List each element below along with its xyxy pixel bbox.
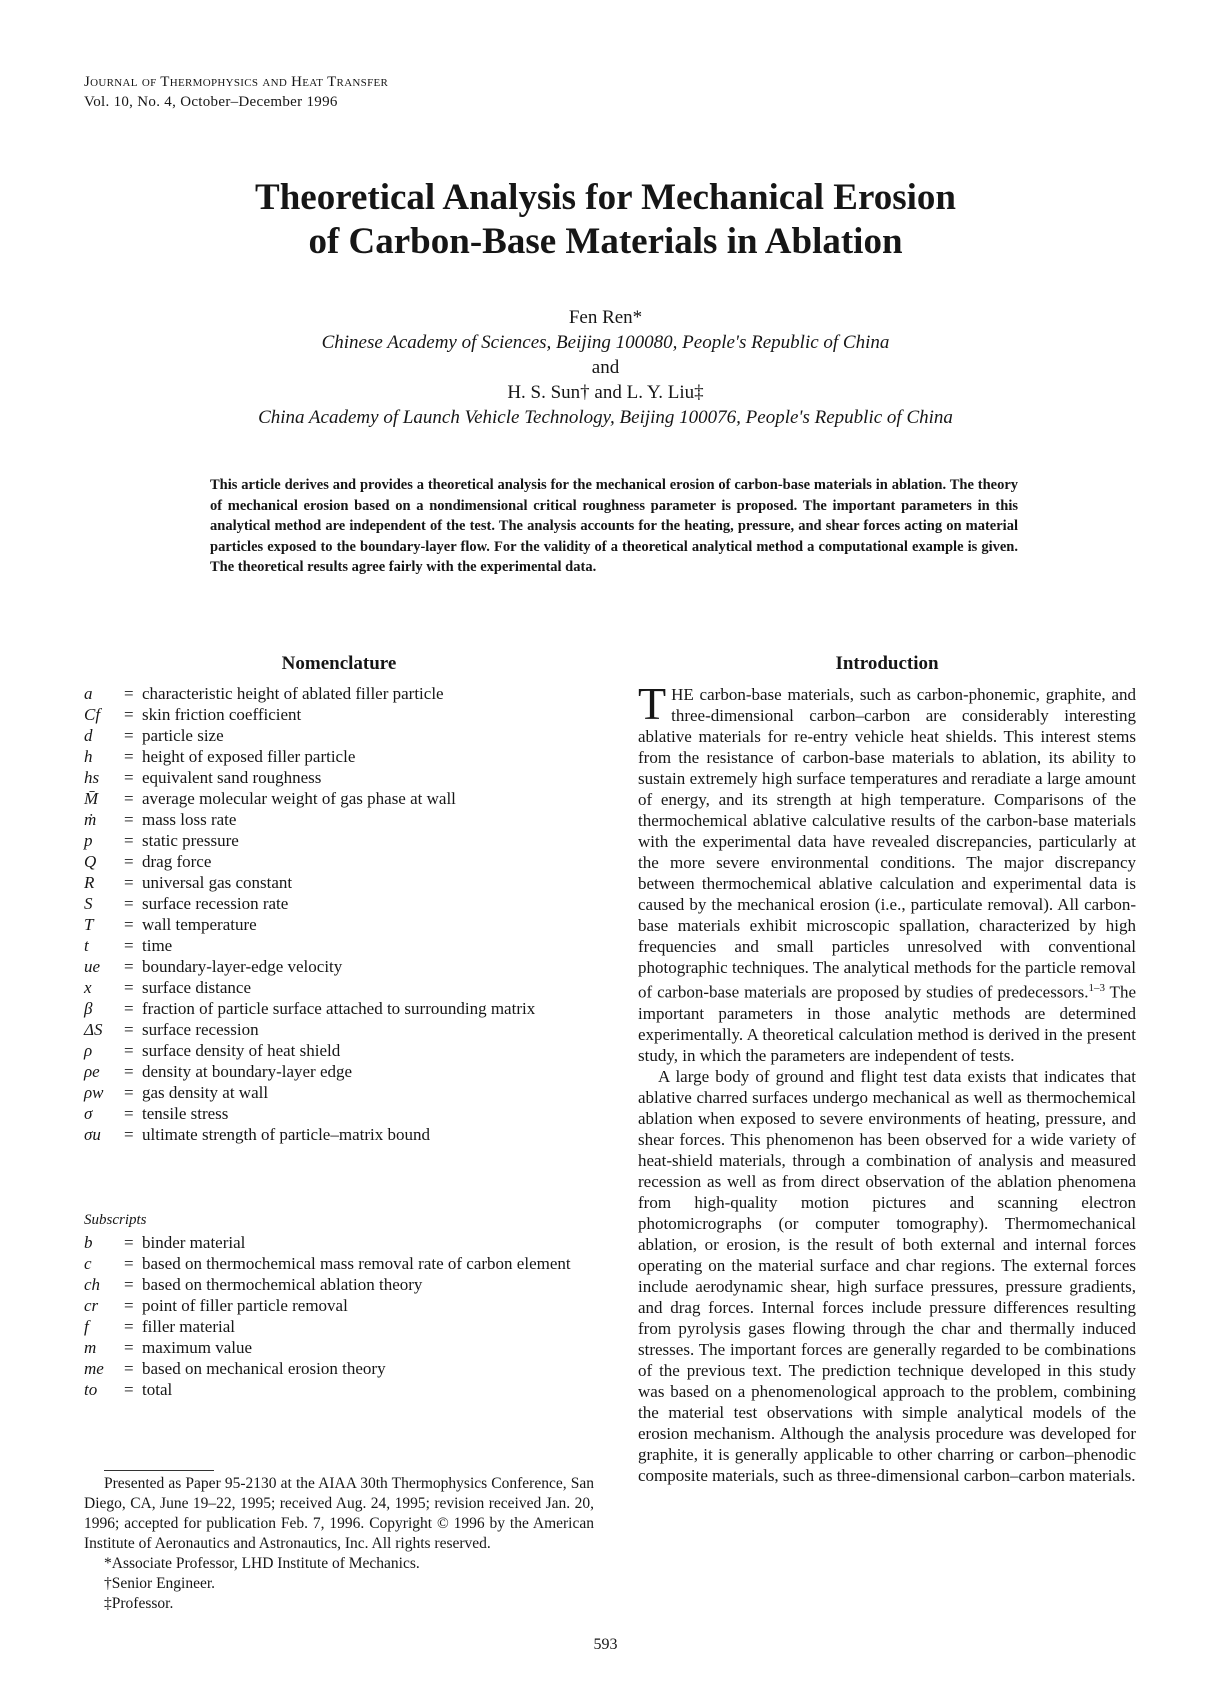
footnote-author-2: †Senior Engineer. <box>104 1575 216 1592</box>
nomenclature-row <box>84 767 594 788</box>
nomenclature-definition: surface recession <box>142 1020 259 1039</box>
subscript-definition: based on thermochemical mass removal rate of carbon element <box>142 1254 571 1273</box>
nomenclature-row <box>84 1103 594 1124</box>
nomenclature-equals: = <box>124 768 134 787</box>
nomenclature-symbol: ρe <box>84 1062 100 1081</box>
subscript-row <box>84 1232 594 1253</box>
nomenclature-equals: = <box>124 1041 134 1060</box>
nomenclature-definition: time <box>142 936 173 955</box>
nomenclature-equals: = <box>124 684 134 703</box>
nomenclature-symbol: σ <box>84 1104 93 1123</box>
nomenclature-row <box>84 851 594 872</box>
nomenclature-row <box>84 1124 594 1145</box>
nomenclature-equals: = <box>124 726 134 745</box>
introduction-body <box>638 678 1136 1486</box>
nomenclature-heading: Nomenclature <box>281 653 397 674</box>
subscript-symbol: f <box>84 1317 89 1336</box>
nomenclature-row <box>84 1019 594 1040</box>
nomenclature-symbol: Cf <box>84 705 101 724</box>
nomenclature-list <box>84 683 594 1145</box>
journal-name: Journal of Thermophysics and Heat Transfer <box>84 74 389 90</box>
nomenclature-row <box>84 1040 594 1061</box>
nomenclature-row <box>84 725 594 746</box>
nomenclature-definition: boundary-layer-edge velocity <box>142 957 343 976</box>
nomenclature-symbol: S <box>84 894 93 913</box>
subscript-row <box>84 1316 594 1337</box>
intro-p1-end: The important parameters in those analytic methods are determined experimentally. A theoretical calculation method is derived in the present study, in which the parameters are independent of tests. <box>638 982 1136 1065</box>
nomenclature-row <box>84 935 594 956</box>
subscript-row <box>84 1358 594 1379</box>
nomenclature-row <box>84 788 594 809</box>
affiliation-1: Chinese Academy of Sciences, Beijing 100080, People's Republic of China <box>321 332 890 353</box>
nomenclature-equals: = <box>124 1020 134 1039</box>
nomenclature-row <box>84 746 594 767</box>
nomenclature-symbol: T <box>84 915 94 934</box>
author-2: H. S. Sun† and L. Y. Liu‡ <box>507 382 704 403</box>
nomenclature-symbol: Q <box>84 852 97 871</box>
subscripts-list <box>84 1232 594 1400</box>
nomenclature-symbol: ρ <box>84 1041 93 1060</box>
nomenclature-definition: drag force <box>142 852 212 871</box>
nomenclature-row <box>84 704 594 725</box>
drop-cap: T <box>638 678 667 729</box>
abstract: This article derives and provides a theoretical analysis for the mechanical erosion of carbon-base materials in ablation. The theory of mechanical erosion based on a nondimensional critical roughness parameter is proposed. The important parameters in this analytical method are independent of the test. The analysis accounts for the heating, pressure, and shear forces acting on material particles exposed to the boundary-layer flow. For the validity of a theoretical analytical method a computational example is given. The theoretical results agree fairly with the experimental data. <box>210 477 1018 575</box>
nomenclature-row <box>84 830 594 851</box>
paper-title <box>0 176 1211 264</box>
subscript-equals: = <box>124 1254 134 1273</box>
subscript-definition: based on mechanical erosion theory <box>142 1359 386 1378</box>
nomenclature-symbol: σu <box>84 1125 101 1144</box>
nomenclature-symbol: hs <box>84 768 100 787</box>
nomenclature-row <box>84 893 594 914</box>
nomenclature-definition: fraction of particle surface attached to surrounding matrix <box>142 999 536 1018</box>
subscript-definition: maximum value <box>142 1338 253 1357</box>
nomenclature-row <box>84 914 594 935</box>
nomenclature-symbol: β <box>84 999 93 1018</box>
introduction-heading: Introduction <box>835 653 939 674</box>
nomenclature-symbol: d <box>84 726 93 745</box>
nomenclature-equals: = <box>124 999 134 1018</box>
subscript-definition: total <box>142 1380 173 1399</box>
nomenclature-row <box>84 998 594 1019</box>
nomenclature-definition: height of exposed filler particle <box>142 747 356 766</box>
footnote-block <box>84 1474 594 1614</box>
subscript-symbol: me <box>84 1359 104 1378</box>
title-line-2: of Carbon-Base Materials in Ablation <box>308 221 903 262</box>
subscript-symbol: b <box>84 1233 93 1252</box>
nomenclature-definition: characteristic height of ablated filler particle <box>142 684 444 703</box>
nomenclature-equals: = <box>124 831 134 850</box>
subscript-symbol: c <box>84 1254 92 1273</box>
nomenclature-equals: = <box>124 1083 134 1102</box>
subscript-equals: = <box>124 1380 134 1399</box>
journal-header <box>84 72 388 112</box>
subscript-row <box>84 1274 594 1295</box>
nomenclature-definition: wall temperature <box>142 915 257 934</box>
nomenclature-definition: static pressure <box>142 831 239 850</box>
nomenclature-equals: = <box>124 1125 134 1144</box>
footnote-author-3: ‡Professor. <box>104 1595 174 1612</box>
nomenclature-definition: particle size <box>142 726 224 745</box>
nomenclature-equals: = <box>124 1104 134 1123</box>
nomenclature-symbol: h <box>84 747 93 766</box>
nomenclature-symbol: ρw <box>84 1083 104 1102</box>
author-conjunction: and <box>591 357 620 378</box>
nomenclature-equals: = <box>124 810 134 829</box>
nomenclature-symbol: t <box>84 936 89 955</box>
nomenclature-definition: surface distance <box>142 978 252 997</box>
nomenclature-row <box>84 809 594 830</box>
nomenclature-definition: tensile stress <box>142 1104 229 1123</box>
nomenclature-row <box>84 956 594 977</box>
nomenclature-definition: density at boundary-layer edge <box>142 1062 353 1081</box>
nomenclature-equals: = <box>124 894 134 913</box>
author-1: Fen Ren* <box>568 307 643 328</box>
nomenclature-symbol: M̄ <box>84 789 99 808</box>
subscript-symbol: ch <box>84 1275 101 1294</box>
footnote-author-1: *Associate Professor, LHD Institute of Mechanics. <box>104 1555 420 1572</box>
author-block <box>0 305 1211 430</box>
citation-ref: 1–3 <box>1088 982 1105 994</box>
nomenclature-definition: skin friction coefficient <box>142 705 302 724</box>
nomenclature-definition: ultimate strength of particle–matrix bound <box>142 1125 430 1144</box>
nomenclature-row <box>84 1082 594 1103</box>
subscript-definition: filler material <box>142 1317 235 1336</box>
nomenclature-symbol: x <box>84 978 92 997</box>
nomenclature-definition: gas density at wall <box>142 1083 269 1102</box>
subscript-symbol: m <box>84 1338 97 1357</box>
nomenclature-definition: surface recession rate <box>142 894 289 913</box>
nomenclature-definition: average molecular weight of gas phase at wall <box>142 789 456 808</box>
nomenclature-row <box>84 872 594 893</box>
subscript-row <box>84 1295 594 1316</box>
subscript-equals: = <box>124 1296 134 1315</box>
nomenclature-definition: equivalent sand roughness <box>142 768 322 787</box>
subscript-row <box>84 1253 594 1274</box>
nomenclature-symbol: R <box>84 873 95 892</box>
page-number: 593 <box>593 1636 618 1653</box>
nomenclature-equals: = <box>124 915 134 934</box>
journal-issue: Vol. 10, No. 4, October–December 1996 <box>84 94 338 110</box>
subscript-definition: binder material <box>142 1233 246 1252</box>
nomenclature-equals: = <box>124 978 134 997</box>
nomenclature-equals: = <box>124 957 134 976</box>
subscript-symbol: to <box>84 1380 98 1399</box>
nomenclature-symbol: p <box>84 831 93 850</box>
subscripts-heading: Subscripts <box>84 1212 147 1228</box>
nomenclature-row <box>84 1061 594 1082</box>
subscript-symbol: cr <box>84 1296 99 1315</box>
subscript-row <box>84 1337 594 1358</box>
nomenclature-symbol: a <box>84 684 93 703</box>
nomenclature-equals: = <box>124 1062 134 1081</box>
nomenclature-definition: surface density of heat shield <box>142 1041 341 1060</box>
nomenclature-row <box>84 683 594 704</box>
affiliation-2: China Academy of Launch Vehicle Technology, Beijing 100076, People's Republic of China <box>258 407 953 428</box>
nomenclature-symbol: ue <box>84 957 101 976</box>
nomenclature-definition: universal gas constant <box>142 873 293 892</box>
title-line-1: Theoretical Analysis for Mechanical Erosion <box>255 177 956 218</box>
nomenclature-equals: = <box>124 852 134 871</box>
footnote-presented: Presented as Paper 95-2130 at the AIAA 30th Thermophysics Conference, San Diego, CA, June 19–22, 1995; received Aug. 24, 1995; revision received Jan. 20, 1996; accepted for publication Feb. 7, 1996. Copyright © 1996 by the American Institute of Aeronautics and Astronautics, Inc. All rights reserved. <box>84 1475 594 1552</box>
nomenclature-equals: = <box>124 789 134 808</box>
nomenclature-equals: = <box>124 747 134 766</box>
footnote-rule <box>104 1470 214 1471</box>
nomenclature-equals: = <box>124 936 134 955</box>
subscript-equals: = <box>124 1317 134 1336</box>
subscript-equals: = <box>124 1338 134 1357</box>
subscript-equals: = <box>124 1359 134 1378</box>
subscript-definition: point of filler particle removal <box>142 1296 348 1315</box>
intro-paragraph-2: A large body of ground and flight test data exists that indicates that ablative charred surfaces undergo mechanical as well as thermochemical ablation when exposed to severe environments of heating, pressure, and shear forces. This phenomenon has been observed for a wide variety of heat-shield materials, through a combination of analysis and measured recession as well as from direct observation of the ablation phenomena from high-quality motion pictures and scanning electron photomicrographs (or computer tomography). Thermomechanical ablation, or erosion, is the result of both external and internal forces operating on the material surface and char regions. The external forces include aerodynamic shear, high surface pressures, pressure gradients, and drag forces. Internal forces include pressure differences resulting from pyrolysis gases flowing through the char and thermally induced stresses. The important forces are generally regarded to be combinations of the previous text. The prediction technique developed in this study was based on a phenomenological approach to the problem, combining the material test observations with simple analytical models of the erosion mechanism. Although the analysis procedure was developed for graphite, it is generally applicable to other charring or carbon–phenodic composite materials, such as three-dimensional carbon–carbon materials. <box>638 1066 1136 1485</box>
intro-p1-text: HE carbon-base materials, such as carbon-phonemic, graphite, and three-dimensional carbon–carbon are considerably interesting ablative materials for re-entry vehicle heat shields. This interest stems from the resistance of carbon-base materials to ablation, its ability to sustain extremely high surface temperatures and reradiate a large amount of energy, and its strength at high temperature. Comparisons of the thermochemical ablative calculative results of the carbon-base materials with the experimental data have revealed discrepancies, particularly at the more severe environmental conditions. The major discrepancy between thermochemical ablative calculation and experimental data is caused by the mechanical erosion (i.e., particulate removal). All carbon-base materials exhibit microscopic spallation, characterized by high frequencies and small particles unresolved with conventional photographic techniques. The analytical methods for the particle removal of carbon-base materials are proposed by studies of predecessors. <box>638 685 1136 1002</box>
subscript-equals: = <box>124 1275 134 1294</box>
nomenclature-row <box>84 977 594 998</box>
subscript-definition: based on thermochemical ablation theory <box>142 1275 423 1294</box>
nomenclature-symbol: ṁ <box>84 810 97 829</box>
nomenclature-symbol: ΔS <box>84 1020 103 1039</box>
subscript-equals: = <box>124 1233 134 1252</box>
nomenclature-equals: = <box>124 705 134 724</box>
nomenclature-definition: mass loss rate <box>142 810 237 829</box>
intro-paragraph-1 <box>638 678 1136 1066</box>
nomenclature-equals: = <box>124 873 134 892</box>
subscript-row <box>84 1379 594 1400</box>
